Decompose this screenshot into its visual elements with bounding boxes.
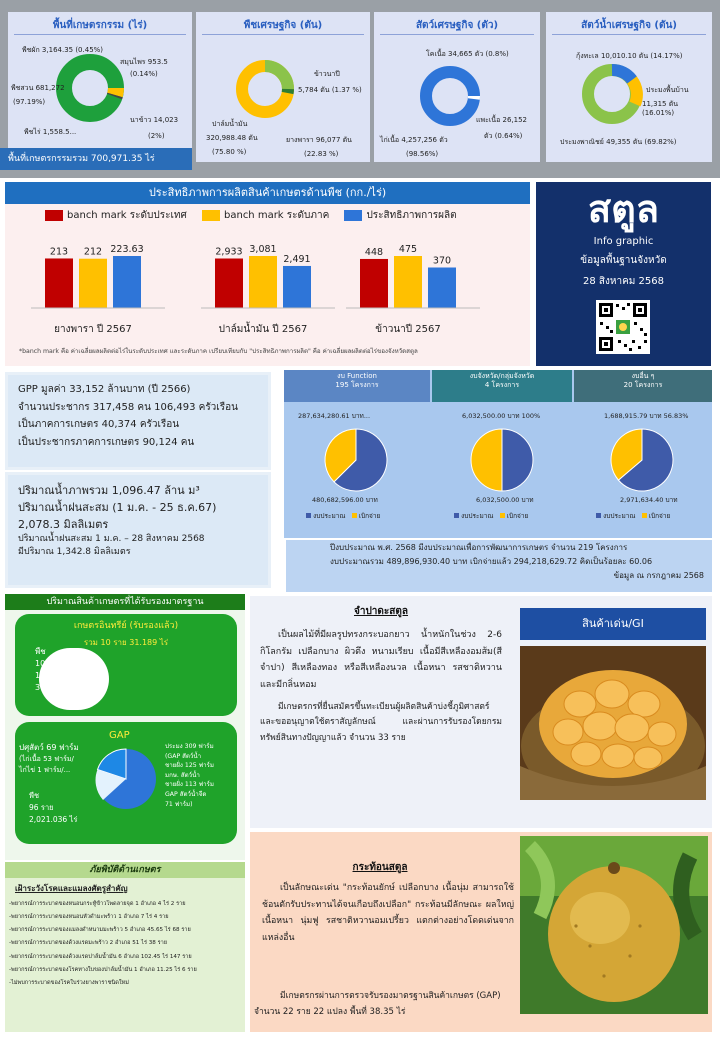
champada-fruit-image — [520, 646, 706, 800]
organic-detail-type: พืช — [35, 647, 46, 656]
santol-description: เป็นลักษณะเด่น "กระท้อนยักษ์ เปลือกบาง เนื้อนุ่ม สามารถใช้ช้อนตักรับประทานได้จนเกือบถึงเปลือก" กระท้อนมีลักษณะ ผลใหญ่ เนื้อหนา นุ่มฟู รสชาติหวานอมเปรี้ยว แตกต่างอย่างโดดเด่นจากแหล่งอื่น — [262, 883, 514, 944]
bar-value-label: 213 — [49, 246, 69, 258]
gap-plant-text — [29, 790, 77, 826]
province-name: สตูล — [587, 187, 660, 231]
organic-detail-farmers: 10 ราย — [35, 659, 62, 668]
gap-livestock-broiler: (ไก่เนื้อ 53 ฟาร์ม/ — [19, 755, 74, 764]
disaster-item: -พยากรณ์การระบาดของแมลงดำหนามมะพร้าว 5 อำเภอ 45.65 ไร่ 68 ราย — [9, 927, 191, 934]
gap-livestock-text — [19, 742, 79, 776]
rain-label-2567: ปริมาณน้ำฝนสะสม (1 ม.ค. - 25 ธ.ค.67) — [18, 500, 217, 514]
farmland-label-rice: นาข้าว 14,023 — [130, 116, 179, 124]
budget-province-title: งบจังหวัด/กลุ่มจังหวัด — [469, 372, 535, 380]
organic-title: เกษตรอินทรีย์ (รับรองแล้ว) — [73, 621, 179, 631]
budget-function-legend — [306, 512, 380, 520]
legend-swatch-spent — [642, 513, 647, 518]
bar-2-0 — [360, 259, 388, 308]
budget-other-pie — [608, 426, 676, 494]
legend-productivity: ประสิทธิภาพการผลิต — [366, 210, 457, 221]
aquatic-title: สัตว์น้ำเศรษฐกิจ (ตัน) — [581, 20, 677, 31]
budget-other-count: 20 โครงการ — [623, 381, 663, 390]
farmland-title: พื้นที่เกษตรกรรม (ไร่) — [52, 20, 148, 31]
gpp-panel — [5, 372, 271, 470]
budget-other-title: งบอื่น ๆ — [631, 372, 655, 380]
gap-fishery-line1: ประมง 309 ฟาร์ม — [165, 743, 214, 750]
bar-value-label: 448 — [364, 246, 384, 258]
organic-detail-area: 31.189 ไร่ — [35, 683, 74, 692]
budget-summary-line1: ปีงบประมาณ พ.ศ. 2568 มีงบประมาณเพื่อการพัฒนาการเกษตร จำนวน 219 โครงการ — [330, 543, 628, 552]
crops-label-rubber-pct: (22.83 %) — [304, 150, 339, 158]
budget-function-bottom-label: 480,682,596.00 บาท — [312, 496, 378, 504]
qr-code-icon[interactable] — [596, 300, 650, 354]
farmland-label-garden: พืชสวน 681,272 — [11, 84, 65, 92]
efficiency-bar-charts — [5, 226, 530, 346]
budget-province-bottom-label: 6,032,500.00 บาท — [476, 496, 534, 504]
bar-0-1 — [79, 259, 107, 308]
population: จำนวนประชากร 317,458 คน 106,493 ครัวเรือน — [18, 401, 238, 413]
divider — [202, 34, 364, 35]
disaster-item: -พยากรณ์การระบาดของหนอนกระทู้ข้าวโพดลายจุด 1 อำเภอ 4 ไร่ 2 ราย — [9, 901, 186, 907]
pie-slice-budget — [502, 429, 533, 491]
organic-card — [15, 614, 237, 716]
legend-spent: เบิกจ่าย — [506, 512, 529, 520]
legend-swatch-budget — [306, 513, 311, 518]
budget-other-legend — [596, 512, 670, 520]
crops-donut-rubber — [265, 66, 288, 89]
crops-label-palm: ปาล์มน้ำมัน — [212, 120, 248, 128]
budget-function-count: 195 โครงการ — [335, 381, 379, 390]
crops-label-rice-val: 5,784 ตัน (1.37 %) — [298, 86, 362, 94]
efficiency-legend — [45, 208, 457, 223]
standards-panel — [5, 594, 245, 860]
santol-certification: มีเกษตรกรผ่านการตรวจรับรองมาตรฐานสินค้าเกษตร (GAP) จำนวน 22 ราย 22 แปลง พื้นที่ 38.35 ไร่ — [254, 991, 501, 1018]
crops-title: พืชเศรษฐกิจ (ตัน) — [243, 20, 323, 31]
bar-value-label: 223.63 — [110, 244, 144, 255]
disaster-item: -ไม่พบการระบาดของโรคใบร่วงยางพาราชนิดใหม่ — [9, 979, 129, 986]
farmland-donut-rice — [115, 88, 116, 95]
gap-card — [15, 722, 237, 844]
budget-panel — [284, 370, 712, 538]
efficiency-note: *banch mark คือ ค่าเฉลี่ยผลผลิตต่อไร่ในระดับประเทศ และระดับภาค เปรียบเทียบกับ "ประสิทธิภาพการผลิต" คือ ค่าเฉลี่ยผลผลิตต่อไร่ของจังหวัดสตูล — [19, 348, 418, 355]
legend-swatch-budget — [454, 513, 459, 518]
bar-value-label: 3,081 — [249, 244, 277, 255]
infographic-label: Info graphic — [593, 236, 654, 247]
gap-title: GAP — [109, 730, 130, 741]
farmland-label-field-crop: พืชไร่ 1,558.5... — [24, 128, 77, 136]
farmland-label-garden-pct: (97.19%) — [13, 98, 46, 106]
efficiency-panel — [5, 204, 530, 366]
bar-1-1 — [249, 256, 277, 308]
legend-spent: เบิกจ่าย — [648, 512, 671, 520]
gap-fishery-line5: ชายฝั่ง 113 ฟาร์ม — [165, 781, 214, 789]
gi-label: สินค้าเด่น/GI — [520, 608, 706, 640]
disaster-item: -พยากรณ์การระบาดของโรคทางใบของปาล์มน้ำมัน 1 อำเภอ 11.25 ไร่ 6 ราย — [9, 966, 197, 973]
crops-label-palm-val: 320,988.48 ตัน — [206, 134, 258, 142]
divider — [380, 34, 534, 35]
santol-title: กระท้อนสตูล — [352, 862, 408, 873]
aquatic-donut — [580, 62, 644, 126]
farmland-total: พื้นที่เกษตรกรรมรวม 700,971.35 ไร่ — [0, 148, 192, 170]
budget-function-title: งบ Function — [337, 372, 377, 380]
budget-province-pie-card — [432, 406, 572, 538]
budget-function-pie-card — [284, 406, 430, 538]
standards-title: ปริมาณสินค้าเกษตรที่ได้รับรองมาตรฐาน — [5, 594, 245, 610]
crops-label-rubber: ยางพารา 96,077 ตัน — [286, 136, 352, 144]
aquatic-card — [546, 12, 712, 162]
legend-swatch-spent — [352, 513, 357, 518]
budget-function-top-label: 287,634,280.61 บาท... — [298, 412, 371, 420]
budget-province-count: 4 โครงการ — [484, 381, 520, 390]
legend-swatch-productivity — [344, 210, 362, 221]
budget-summary-line3: ข้อมูล ณ กรกฎาคม 2568 — [613, 571, 704, 580]
gap-fishery-line7: 71 ฟาร์ม) — [165, 800, 193, 808]
gap-livestock-layer: ไก่ไข่ 1 ฟาร์ม/... — [19, 766, 71, 775]
disaster-item: -พยากรณ์การระบาดของด้วงแรดปาล์มน้ำมัน 6 อำเภอ 102.45 ไร่ 147 ราย — [9, 953, 192, 960]
livestock-title: สัตว์เศรษฐกิจ (ตัว) — [415, 20, 499, 31]
chart-title: ปาล์มน้ำมัน ปี 2567 — [218, 324, 308, 335]
water-panel — [5, 472, 271, 588]
date: 28 สิงหาคม 2568 — [582, 276, 664, 287]
champada-certification: มีเกษตรกรที่ยื่นสมัครขึ้นทะเบียนผู้ผลิตสินค้าบ่งชี้ภูมิศาสตร์และขออนุญาตใช้ตราสัญลักษณ์ และผ่านการรับรองโดยกรมทรัพย์สินทางปัญญาแล้ว จำนวน 33 ราย — [260, 701, 502, 743]
chart-title: ยางพารา ปี 2567 — [54, 324, 132, 335]
bar-value-label: 2,491 — [283, 253, 311, 265]
gap-pie — [93, 746, 159, 812]
bar-2-1 — [394, 256, 422, 308]
budget-function-pie — [322, 426, 390, 494]
disaster-panel — [5, 862, 245, 1032]
livestock-label-chicken: ไก่เนื้อ 4,257,256 ตัว — [380, 136, 448, 144]
farmland-card — [8, 12, 192, 170]
subtitle: ข้อมูลพื้นฐานจังหวัด — [580, 255, 667, 266]
legend-budget: งบประมาณ — [603, 512, 636, 520]
legend-budget: งบประมาณ — [313, 512, 346, 520]
bar-0-0 — [45, 258, 73, 308]
bar-value-label: 212 — [83, 246, 103, 258]
divider — [552, 34, 706, 35]
gap-fishery-line2: (GAP สัตว์น้ำ — [165, 752, 202, 760]
bar-2-2 — [428, 267, 456, 308]
disaster-item: -พยากรณ์การระบาดของหนอนหัวดำมะพร้าว 1 อำเภอ 7 ไร่ 4 ราย — [9, 914, 169, 921]
aquatic-label-shrimp: กุ้งทะเล 10,010.10 ตัน (14.17%) — [576, 52, 683, 60]
gap-plant-area: 2,021.036 ไร่ — [29, 815, 78, 824]
rain-label-2568: ปริมาณน้ำฝนสะสม 1 ม.ค. – 28 สิงหาคม 2568 — [18, 533, 205, 544]
livestock-label-beef: โคเนื้อ 34,665 ตัว (0.8%) — [426, 50, 509, 58]
agri-population: เป็นประชากรภาคการเกษตร 90,124 คน — [18, 436, 195, 448]
gap-livestock-count: ปศุสัตว์ 69 ฟาร์ม — [19, 743, 79, 752]
satun-infographic-card — [536, 182, 711, 366]
legend-spent: เบิกจ่าย — [358, 512, 381, 520]
gap-plant-farmers: 96 ราย — [29, 803, 54, 812]
crops-card — [196, 12, 370, 162]
aquatic-label-local: ประมงพื้นบ้าน — [646, 86, 689, 94]
aquatic-donut-shrimp — [612, 70, 632, 80]
budget-other-header — [574, 370, 712, 402]
aquatic-donut-local — [632, 80, 637, 104]
organic-detail — [35, 646, 74, 694]
bar-1-0 — [215, 258, 243, 308]
farmland-donut-other — [115, 95, 116, 97]
livestock-card — [374, 12, 540, 162]
legend-national: banch mark ระดับประเทศ — [67, 210, 187, 221]
budget-function-header — [284, 370, 430, 402]
efficiency-title: ประสิทธิภาพการผลิตสินค้าเกษตรด้านพืช (กก./ไร่) — [5, 182, 530, 204]
livestock-label-goat-val: ตัว (0.64%) — [484, 132, 523, 140]
livestock-donut — [418, 64, 482, 128]
bar-value-label: 2,933 — [215, 246, 243, 258]
livestock-label-chicken-pct: (98.56%) — [406, 150, 439, 158]
agri-households: เป็นภาคการเกษตร 40,374 ครัวเรือน — [18, 419, 180, 430]
aquatic-label-commercial: ประมงพาณิชย์ 49,355 ตัน (69.82%) — [560, 138, 677, 146]
disaster-title: ภัยพิบัติด้านเกษตร — [5, 862, 245, 878]
gap-fishery-line6: GAP สัตว์น้ำจืด — [165, 791, 207, 799]
livestock-donut-chicken — [426, 72, 474, 120]
disaster-list — [5, 898, 245, 990]
farmland-label-rice-pct: (2%) — [148, 132, 165, 140]
crops-label-rice: ข้าวนาปี — [314, 70, 340, 78]
farmland-label-vegetable: พืชผัก 3,164.35 (0.45%) — [22, 46, 104, 54]
champada-title: จำปาดะสตูล — [353, 606, 409, 617]
organic-detail-plots: 10 แปลง — [35, 671, 67, 680]
budget-province-pie — [468, 426, 536, 494]
legend-swatch-budget — [596, 513, 601, 518]
gap-fishery-text — [165, 742, 214, 809]
disaster-subtitle: เฝ้าระวังโรคและแมลงศัตรูสำคัญ — [15, 884, 128, 893]
pie-slice-spent — [471, 429, 502, 491]
bar-value-label: 475 — [398, 244, 418, 255]
crops-donut — [234, 58, 296, 120]
divider — [14, 34, 186, 35]
budget-province-header — [432, 370, 572, 402]
crops-label-palm-pct: (75.80 %) — [212, 148, 247, 156]
livestock-label-goat: แพะเนื้อ 26,152 — [476, 116, 527, 124]
legend-swatch-national — [45, 210, 63, 221]
gap-fishery-line4: มกษ. สัตว์น้ำ — [165, 771, 200, 779]
legend-swatch-regional — [202, 210, 220, 221]
water-total: ปริมาณน้ำภาพรวม 1,096.47 ล้าน ม³ — [18, 484, 200, 497]
bar-1-2 — [283, 266, 311, 308]
disaster-item: -พยากรณ์การระบาดของด้วงแรดมะพร้าว 2 อำเภอ 51 ไร่ 38 ราย — [9, 940, 168, 947]
budget-other-pie-card — [574, 406, 712, 538]
farmland-label-herb-pct: (0.14%) — [130, 70, 158, 78]
aquatic-label-local-val: 11,315 ตัน (16.01%) — [642, 100, 679, 118]
legend-swatch-spent — [500, 513, 505, 518]
chart-title: ข้าวนาปี 2567 — [375, 324, 441, 335]
budget-summary — [286, 540, 712, 592]
budget-other-top-label: 1,688,915.79 บาท 56.83% — [604, 412, 689, 420]
bar-0-2 — [113, 256, 141, 308]
gap-fishery-line3: ชายฝั่ง 125 ฟาร์ม — [165, 762, 214, 770]
legend-budget: งบประมาณ — [461, 512, 494, 520]
legend-regional: banch mark ระดับภาค — [224, 210, 330, 221]
champada-section — [250, 596, 512, 828]
gap-plant-type: พืช — [29, 791, 40, 800]
organic-total: รวม 10 ราย 31.189 ไร่ — [83, 638, 169, 647]
gpp-value: GPP มูลค่า 33,152 ล้านบาท (ปี 2566) — [18, 384, 191, 395]
budget-province-top-label: 6,032,500.00 บาท 100% — [462, 412, 541, 420]
bar-value-label: 370 — [432, 255, 452, 267]
budget-province-legend — [454, 512, 528, 520]
rain-value-2567: 2,078.3 มิลลิเมตร — [18, 518, 109, 531]
budget-summary-line2: งบประมาณรวม 489,896,930.40 บาท เบิกจ่ายแล้ว 294,218,629.72 คิดเป็นร้อยละ 60.06 — [330, 557, 653, 566]
budget-other-bottom-label: 2,971,634.40 บาท — [620, 496, 678, 504]
champada-description: เป็นผลไม้ที่มีผลรูปทรงกระบอกยาว น้ำหนักในช่วง 2-6 กิโลกรัม เปลือกบาง ผิวตึง หนามเรียบ เนื้อมีสีเหลืองอมส้ม(สีจำปา) สีเหลืองทอง หรือสีเหลืองนวล เนื้อหนา รสชาติหวาน และมีกลิ่นหอม — [260, 630, 502, 690]
santol-fruit-image — [520, 836, 708, 1014]
farmland-label-herb: สมุนไพร 953.5 — [120, 58, 168, 66]
farmland-donut — [54, 52, 126, 124]
rain-value-2568: มีปริมาณ 1,342.8 มิลลิเมตร — [18, 547, 131, 558]
